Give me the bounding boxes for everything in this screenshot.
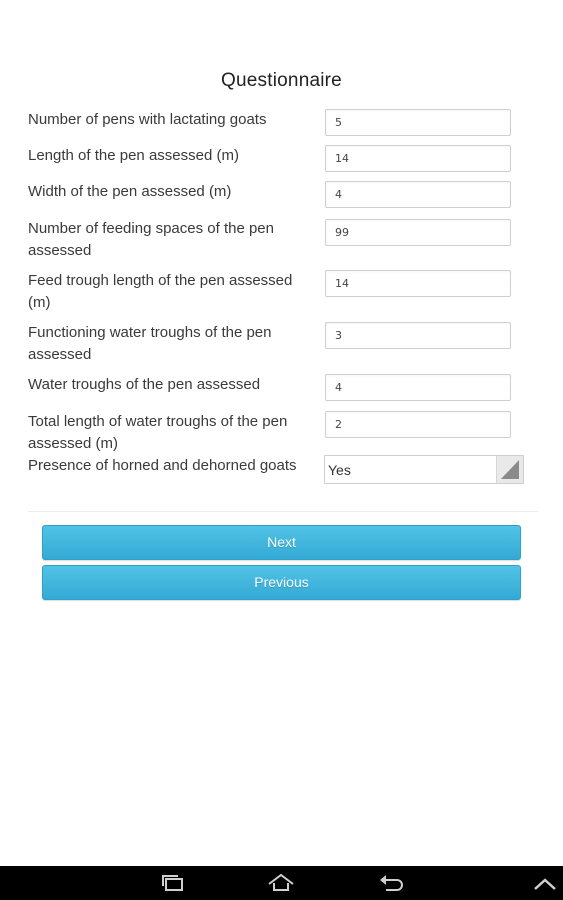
field-label-pens-lactating: Number of pens with lactating goats <box>28 111 267 128</box>
feed-trough-length-input[interactable] <box>325 270 511 297</box>
field-label-feed-trough-length: Feed trough length of the pen assessed (m) <box>28 272 293 311</box>
pen-length-input[interactable] <box>325 145 511 172</box>
field-label-water-trough-length: Total length of water troughs of the pen assessed (m) <box>28 413 288 452</box>
water-troughs-input[interactable] <box>325 374 511 401</box>
field-label-pen-width: Width of the pen assessed (m) <box>28 183 232 200</box>
pen-width-input[interactable] <box>325 181 511 208</box>
form-divider <box>28 511 538 512</box>
field-label-pen-length: Length of the pen assessed (m) <box>28 147 239 164</box>
home-icon[interactable] <box>266 871 296 895</box>
field-label-water-troughs: Water troughs of the pen assessed <box>28 376 261 393</box>
page-title: Questionnaire <box>221 70 342 91</box>
system-navigation-bar <box>0 866 563 900</box>
field-label-functioning-water-troughs: Functioning water troughs of the pen assessed <box>28 324 272 363</box>
functioning-water-troughs-input[interactable] <box>325 322 511 349</box>
feeding-spaces-input[interactable] <box>325 219 511 246</box>
field-label-horned-goats: Presence of horned and dehorned goats <box>28 457 297 474</box>
horned-goats-select-value: Yes <box>328 462 351 478</box>
field-label-feeding-spaces: Number of feeding spaces of the pen assessed <box>28 220 274 259</box>
back-icon[interactable] <box>377 871 407 895</box>
horned-goats-select[interactable] <box>324 455 524 484</box>
chevron-up-icon[interactable] <box>530 871 560 895</box>
pens-lactating-input[interactable] <box>325 109 511 136</box>
water-trough-length-input[interactable] <box>325 411 511 438</box>
previous-button[interactable]: Previous <box>42 565 521 600</box>
recent-apps-icon[interactable] <box>158 871 188 895</box>
next-button[interactable]: Next <box>42 525 521 560</box>
dropdown-arrow-icon[interactable] <box>496 456 523 483</box>
